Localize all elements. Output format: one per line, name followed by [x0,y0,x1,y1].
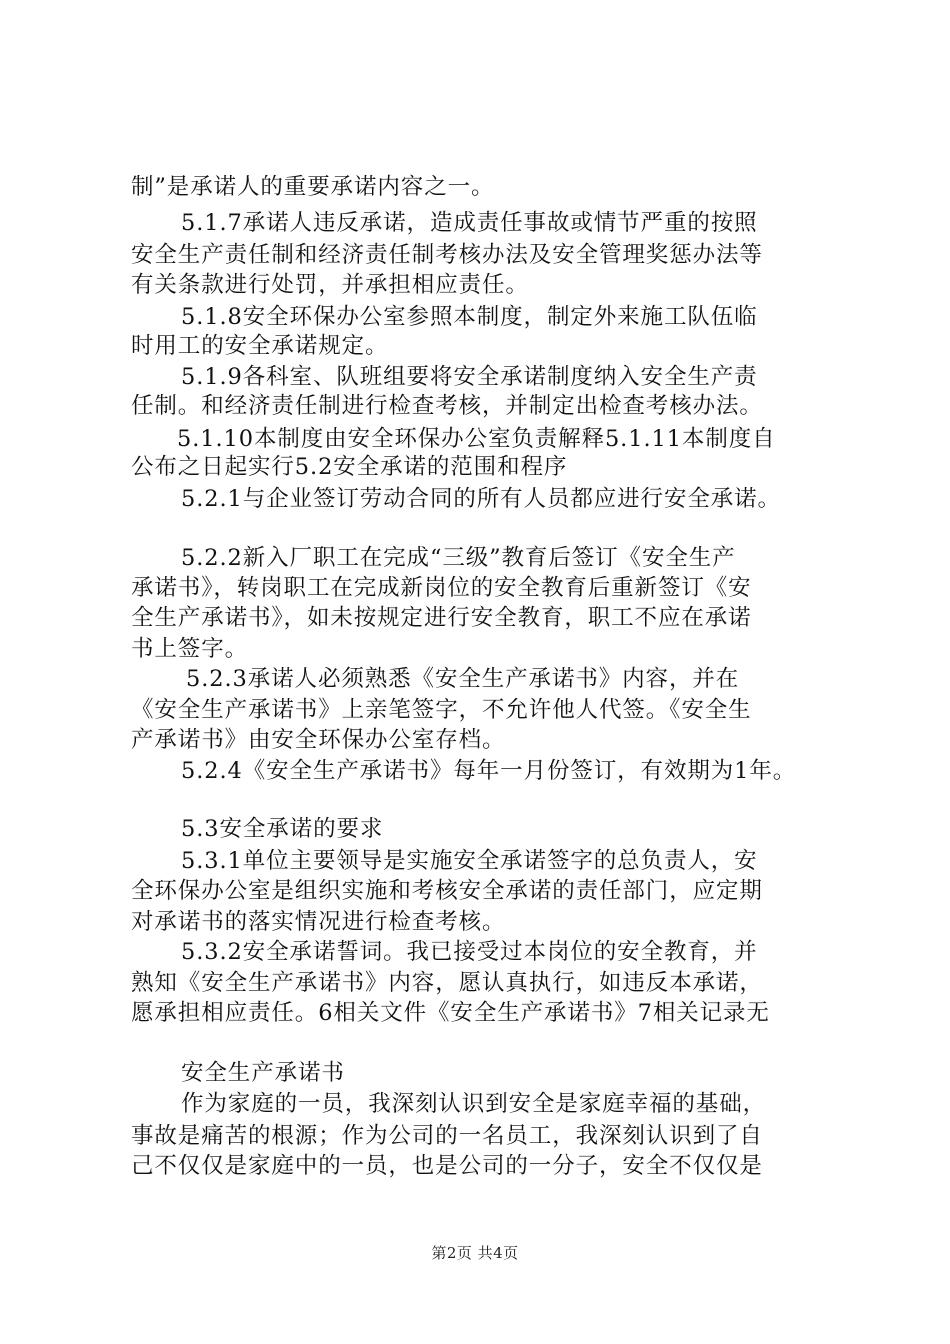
text-line: 对承诺书的落实情况进行检查考核。 [131,909,506,935]
text-line: 《安全生产承诺书》上亲笔签字，不允许他人代签。《安全生 [131,697,752,723]
text-line: 全生产承诺书》，如未按规定进行安全教育，职工不应在承诺 [131,605,752,631]
text-line: 承诺书》，转岗职工在完成新岗位的安全教育后重新签订《安 [131,575,752,601]
text-line: 作为家庭的一员，我深刻认识到安全是家庭幸福的基础， [181,1091,767,1117]
text-line: 全环保办公室是组织实施和考核安全承诺的责任部门，应定期 [131,878,763,904]
text-line: 5.3.2安全承诺誓词。我已接受过本岗位的安全教育，并 [181,939,758,965]
page-number-footer: 第2页 共4页 [431,1244,519,1262]
text-line: 愿承担相应责任。6相关文件《安全生产承诺书》7相关记录无 [131,1000,770,1026]
text-line: 5.2.2新入厂职工在完成“三级”教育后签订《安全生产 [181,545,736,571]
text-line: 5.1.10本制度由安全环保办公室负责解释5.1.11本制度自 [177,426,776,452]
text-line: 产承诺书》由安全环保办公室存档。 [131,727,506,753]
section-heading: 安全生产承诺书 [181,1060,345,1086]
text-line: 5.1.8安全环保办公室参照本制度，制定外来施工队伍临 [181,304,758,330]
text-line: 时用工的安全承诺规定。 [131,333,389,359]
text-line: 公布之日起实行5.2安全承诺的范围和程序 [131,454,568,480]
text-line: 5.2.4《安全生产承诺书》每年一月份签订，有效期为1年。 [181,758,797,784]
text-line: 任制。和经济责任制进行检查考核，并制定出检查考核办法。 [131,393,763,419]
text-line: 安全生产责任制和经济责任制考核办法及安全管理奖惩办法等 [131,242,763,268]
text-line: 己不仅仅是家庭中的一员，也是公司的一分子，安全不仅仅是 [131,1153,763,1179]
text-line: 5.1.9各科室、队班组要将安全承诺制度纳入安全生产责 [181,364,758,390]
text-line: 制”是承诺人的重要承诺内容之一。 [131,174,495,200]
text-line: 5.2.3承诺人必须熟悉《安全生产承诺书》内容，并在 [186,666,740,692]
text-line: 有关条款进行处罚，并承担相应责任。 [131,272,529,298]
text-line: 书上签字。 [131,636,249,662]
text-line: 熟知《安全生产承诺书》内容，愿认真执行，如违反本承诺， [131,970,763,996]
text-line: 5.1.7承诺人违反承诺，造成责任事故或情节严重的按照 [181,210,758,236]
text-line: 5.3.1单位主要领导是实施安全承诺签字的总负责人，安 [181,848,758,874]
section-heading: 5.3安全承诺的要求 [181,816,384,842]
text-line: 5.2.1与企业签订劳动合同的所有人员都应进行安全承诺。 [181,486,781,512]
text-line: 事故是痛苦的根源；作为公司的一名员工，我深刻认识到了自 [131,1123,763,1149]
